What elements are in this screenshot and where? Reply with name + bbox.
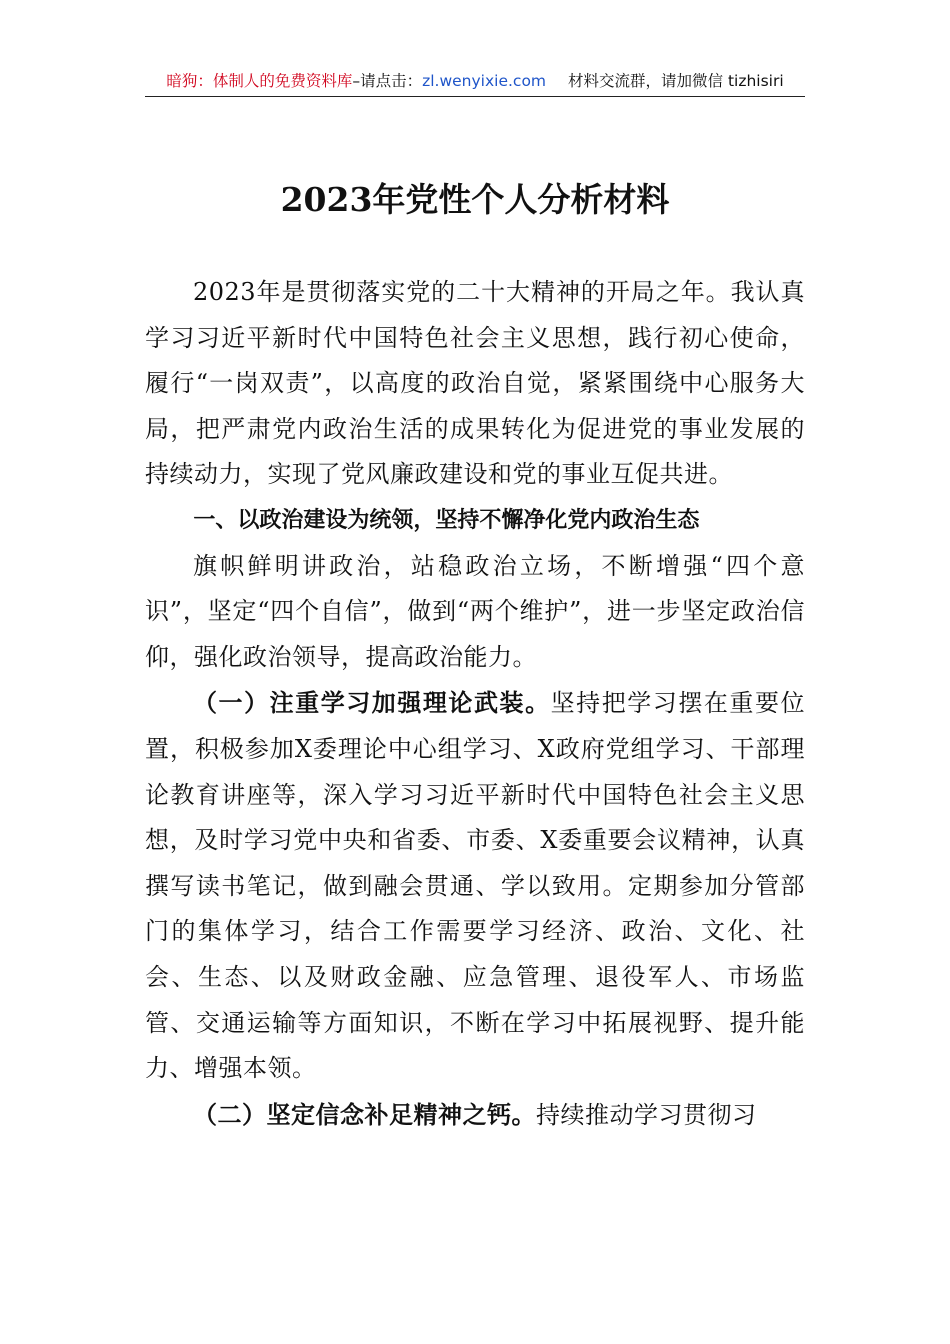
header-url-link[interactable]: zl.wenyixie.com [422,72,547,90]
header-group-note: 材料交流群，请加微信 tizhisiri [568,72,784,90]
page-header [145,66,805,97]
subsection-2-body: 持续推动学习贯彻习 [536,1100,757,1129]
document-title: 2023年党性个人分析材料 [280,180,670,219]
header-click-prompt: –请点击： [352,72,423,90]
section-1-intro-paragraph: 旗帜鲜明讲政治，站稳政治立场，不断增强“四个意识”，坚定“四个自信”，做到“两个维护”，进一步坚定政治信仰，强化政治领导，提高政治能力。 [145,551,805,671]
subsection-1-body: 坚持把学习摆在重要位置，积极参加X委理论中心组学习、X政府党组学习、干部理论教育讲座等，深入学习习近平新时代中国特色社会主义思想，及时学习党中央和省委、市委、X委重要会议精神，认真撰写读书笔记，做到融会贯通、学以致用。定期参加分管部门的集体学习，结合工作需要学习经济、政治、文化、社会、生态、以及财政金融、应急管理、退役军人、市场监管、交通运输等方面知识，不断在学习中拓展视野、提升能力、增强本领。 [145,689,805,1083]
intro-paragraph: 2023年是贯彻落实党的二十大精神的开局之年。我认真学习习近平新时代中国特色社会主义思想，践行初心使命，履行“一岗双责”，以高度的政治自觉，紧紧围绕中心服务大局，把严肃党内政治生活的成果转化为促进党的事业发展的持续动力，实现了党风廉政建设和党的事业互促共进。 [145,278,805,489]
section-1-heading: 一、以政治建设为统领，坚持不懈净化党内政治生态 [193,507,700,533]
subsection-1-paragraph [145,680,805,1091]
subsection-1-lead: （一）注重学习加强理论武装。 [193,688,551,718]
subsection-2-lead: （二）坚定信念补足精神之钙。 [193,1099,536,1129]
document-body [145,270,805,1138]
subsection-2-paragraph [145,1092,805,1139]
header-site-name: 暗狗：体制人的免费资料库 [166,72,353,90]
